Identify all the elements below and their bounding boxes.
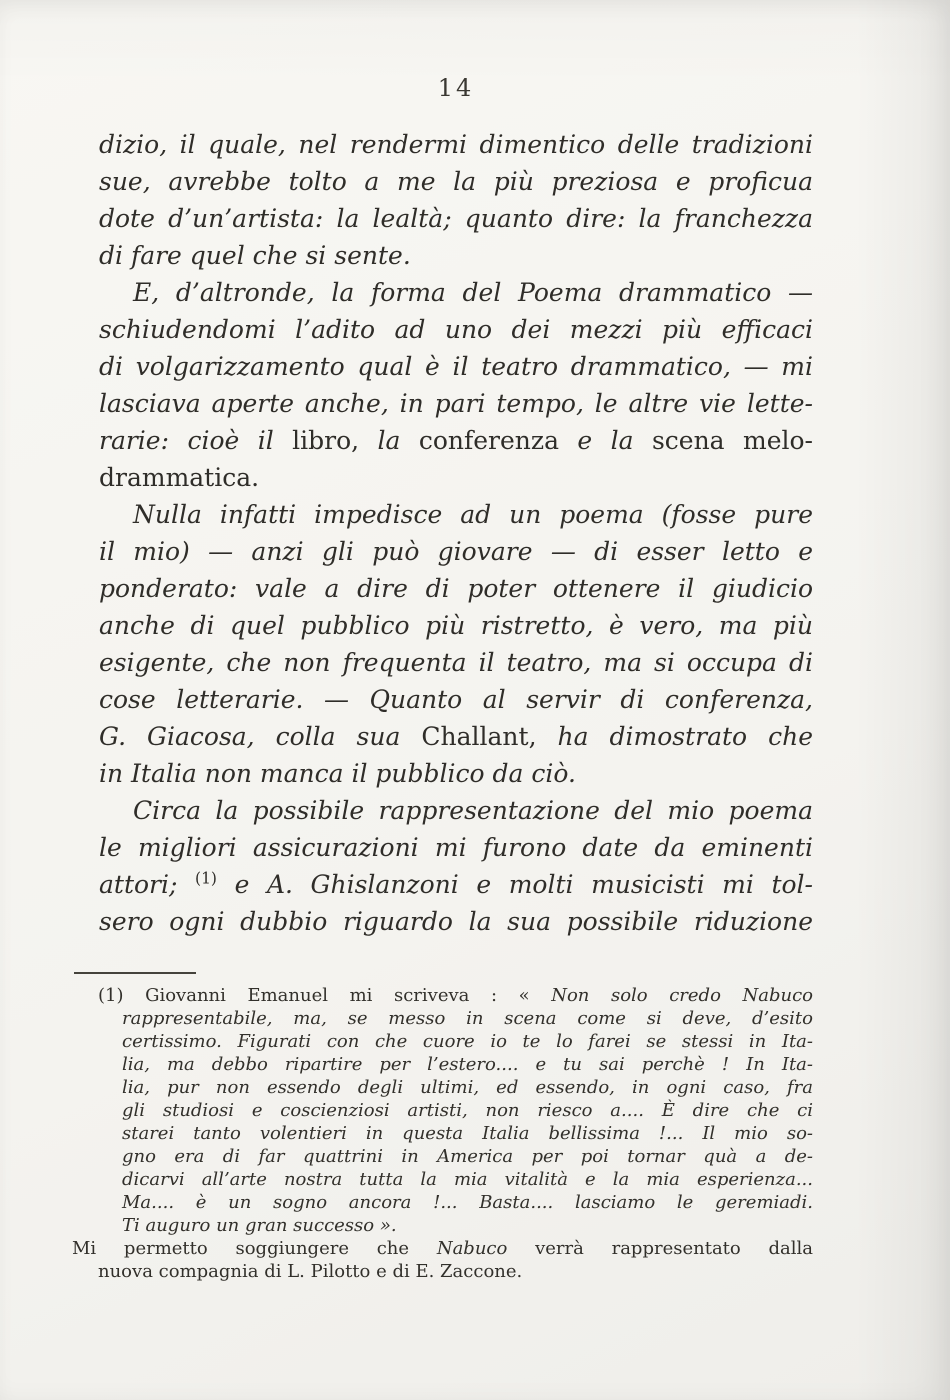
paragraph: [99, 496, 813, 792]
text-segment: di fare quel che si sente.: [99, 241, 411, 270]
text-segment: E, d’altronde, la forma del Poema drammatico —: [133, 278, 813, 307]
text-line: [72, 984, 813, 1007]
text-segment: gno era di far quattrini in America per poi tornar quà a de-: [122, 1146, 813, 1167]
text-segment: drammatica.: [99, 463, 260, 492]
text-line: [72, 1007, 813, 1030]
text-segment: dizio, il quale, nel rendermi dimentico delle tradizioni: [99, 130, 813, 159]
text-line: [99, 422, 813, 459]
text-line: [99, 755, 813, 792]
text-segment: ha dimostrato che: [536, 722, 813, 751]
page-number: 14: [437, 74, 475, 102]
text-line: [99, 385, 813, 422]
text-line: [72, 1237, 813, 1260]
text-line: [72, 1076, 813, 1099]
text-line: [72, 1214, 813, 1237]
footnote-text: [72, 984, 813, 1283]
text-segment: dicarvi all’arte nostra tutta la mia vitalità e la mia esperienza...: [122, 1169, 813, 1190]
text-line: [72, 1260, 813, 1283]
text-segment: e A. Ghislanzoni e molti musicisti mi tol-: [216, 870, 814, 899]
text-segment: in Italia non manca il pubblico da ciò.: [99, 759, 576, 788]
text-segment: di volgarizzamento qual è il teatro drammatico, — mi: [99, 352, 813, 381]
text-segment: cose letterarie. — Quanto al servir di conferenza,: [99, 685, 813, 714]
text-segment: e la: [558, 426, 652, 455]
text-segment: rarie: cioè il: [99, 426, 293, 455]
text-line: [72, 1191, 813, 1214]
text-segment: Nabuco: [436, 1238, 508, 1259]
text-segment: Nulla infatti impedisce ad un poema (fosse pure: [133, 500, 813, 529]
text-segment: certissimo. Figurati con che cuore io te lo farei se stessi in Ita-: [122, 1031, 813, 1052]
text-segment: sero ogni dubbio riguardo la sua possibile riduzione: [99, 907, 813, 936]
text-segment: la: [359, 426, 419, 455]
paragraph: [72, 984, 813, 1237]
paragraph: [99, 792, 813, 940]
text-segment: lia, ma debbo ripartire per l’estero.... e tu sai perchè ! In Ita-: [122, 1054, 813, 1075]
text-line: [99, 200, 813, 237]
text-line: [72, 1099, 813, 1122]
paragraph: [99, 126, 813, 274]
text-segment: il mio) — anzi gli può giovare — di esser letto e: [99, 537, 813, 566]
text-segment: dote d’un’artista: la lealtà; quanto dire: la franchezza: [99, 204, 813, 233]
text-segment: esigente, che non frequenta il teatro, ma si occupa di: [99, 648, 813, 677]
text-segment: rappresentabile, ma, se messo in scena come si deve, d’esito: [122, 1008, 813, 1029]
text-line: [72, 1168, 813, 1191]
text-segment: ponderato: vale a dire di poter ottenere il giudicio: [99, 574, 813, 603]
text-segment: G. Giacosa, colla sua: [99, 722, 422, 751]
text-segment: libro,: [292, 426, 360, 455]
text-line: [99, 533, 813, 570]
text-line: [99, 126, 813, 163]
text-line: [99, 496, 813, 533]
text-segment: schiudendomi l’adito ad uno dei mezzi più efficaci: [99, 315, 813, 344]
text-line: [72, 1145, 813, 1168]
text-line: [72, 1030, 813, 1053]
text-segment: conferenza: [418, 426, 559, 455]
text-line: [99, 570, 813, 607]
text-line: [99, 792, 813, 829]
text-segment: le migliori assicurazioni mi furono date da eminenti: [99, 833, 813, 862]
text-line: [99, 274, 813, 311]
text-line: [99, 829, 813, 866]
text-segment: lia, pur non essendo degli ultimi, ed essendo, in ogni caso, fra: [122, 1077, 813, 1098]
text-line: [99, 348, 813, 385]
text-line: [72, 1122, 813, 1145]
paragraph: [72, 1237, 813, 1283]
text-segment: nuova compagnia di L. Pilotto e di E. Zaccone.: [98, 1261, 523, 1282]
body-text: [99, 126, 813, 940]
text-line: [99, 644, 813, 681]
paragraph: [99, 274, 813, 496]
text-segment: Non solo credo Nabuco: [551, 985, 813, 1006]
text-segment: Circa la possibile rappresentazione del mio poema: [133, 796, 813, 825]
text-line: [99, 311, 813, 348]
text-segment: gli studiosi e coscienziosi artisti, non riesco a.... È dire che ci: [122, 1100, 813, 1121]
text-line: [99, 866, 813, 903]
text-segment: (1) Giovanni Emanuel mi scriveva : «: [98, 985, 552, 1006]
text-line: [99, 237, 813, 274]
text-segment: verrà rappresentato dalla: [507, 1238, 813, 1259]
text-line: [72, 1053, 813, 1076]
text-segment: scena melo-: [651, 426, 813, 455]
text-segment: starei tanto volentieri in questa Italia bellissima !... Il mio so-: [122, 1123, 813, 1144]
text-line: [99, 607, 813, 644]
text-segment: attori;: [99, 870, 196, 899]
text-segment: anche di quel pubblico più ristretto, è vero, ma più: [99, 611, 813, 640]
footnote-rule: [74, 972, 196, 974]
text-line: [99, 163, 813, 200]
footnote-marker: (1): [195, 869, 217, 888]
text-line: [99, 681, 813, 718]
text-segment: Ti auguro un gran successo ».: [122, 1215, 397, 1236]
text-segment: sue, avrebbe tolto a me la più preziosa e proficua: [99, 167, 813, 196]
text-segment: lasciava aperte anche, in pari tempo, le altre vie lette-: [99, 389, 813, 418]
text-segment: Mi permetto soggiungere che: [72, 1238, 437, 1259]
text-segment: Challant,: [421, 722, 537, 751]
text-segment: Ma.... è un sogno ancora !... Basta.... lasciamo le geremiadi.: [122, 1192, 813, 1213]
text-line: [99, 718, 813, 755]
text-line: [99, 459, 813, 496]
text-line: [99, 903, 813, 940]
